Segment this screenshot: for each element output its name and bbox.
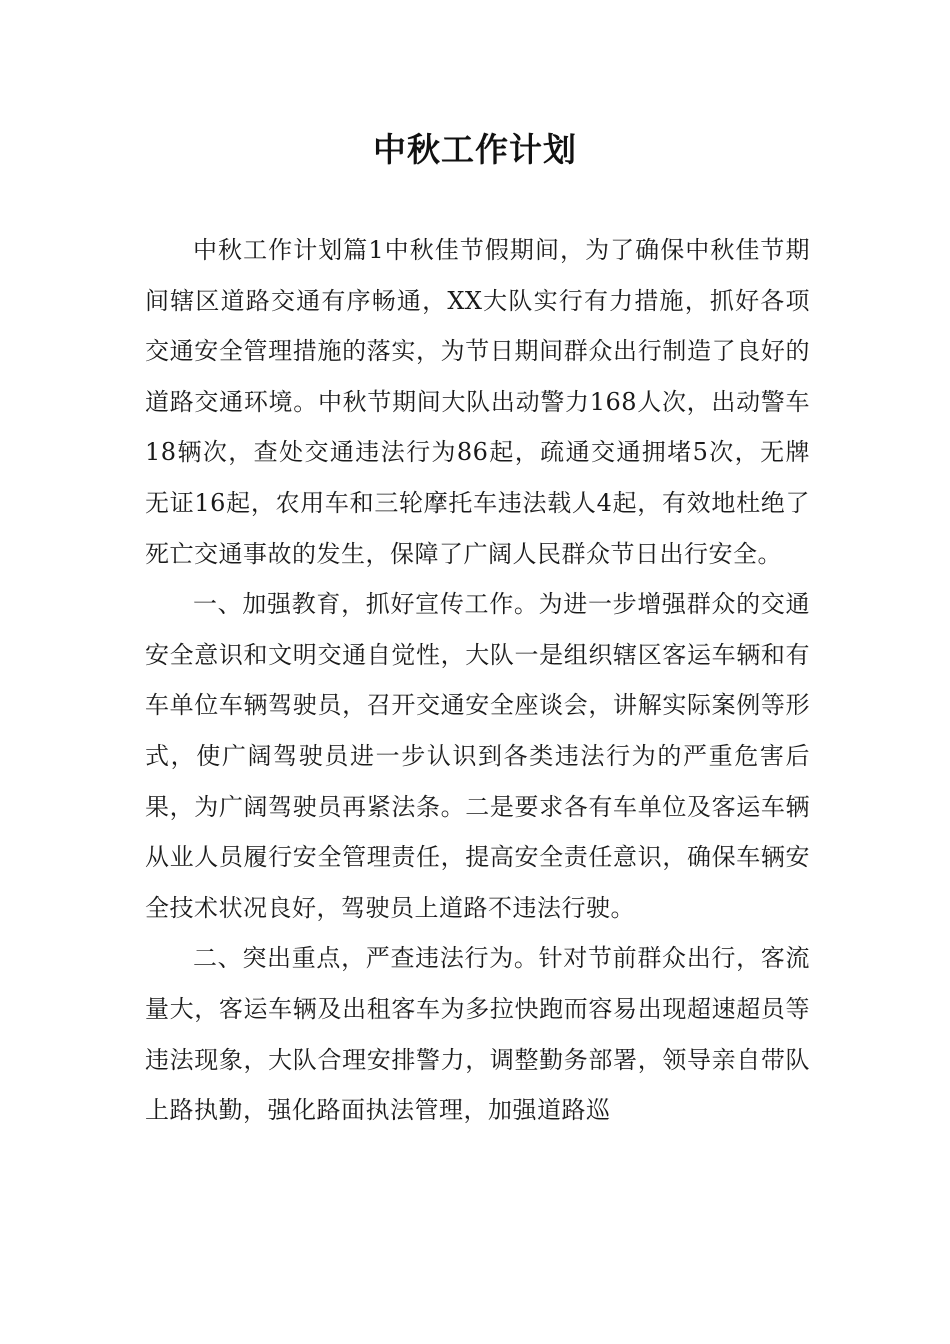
document-title: 中秋工作计划 bbox=[373, 130, 577, 169]
paragraph-intro: 中秋工作计划篇1中秋佳节假期间，为了确保中秋佳节期间辖区道路交通有序畅通，XX大队实行有力措施，抓好各项交通安全管理措施的落实，为节日期间群众出行制造了良好的道路交通环境。中秋节期间大队出动警力168人次，出动警车18辆次，查处交通违法行为86起，疏通交通拥堵5次，无牌无证16起，农用车和三轮摩托车违法载人4起，有效地杜绝了死亡交通事故的发生，保障了广阔人民群众节日出行安全。 bbox=[145, 236, 810, 568]
document-body bbox=[145, 225, 810, 1136]
paragraph-enforcement: 二、突出重点，严查违法行为。针对节前群众出行，客流量大，客运车辆及出租客车为多拉快跑而容易出现超速超员等违法现象，大队合理安排警力，调整勤务部署，领导亲自带队上路执勤，强化路面执法管理，加强道路巡 bbox=[145, 944, 810, 1125]
paragraph-education: 一、加强教育，抓好宣传工作。为进一步增强群众的交通安全意识和文明交通自觉性，大队一是组织辖区客运车辆和有车单位车辆驾驶员，召开交通安全座谈会，讲解实际案例等形式，使广阔驾驶员进一步认识到各类违法行为的严重危害后果，为广阔驾驶员再紧法条。二是要求各有车单位及客运车辆从业人员履行安全管理责任，提高安全责任意识，确保车辆安全技术状况良好，驾驶员上道路不违法行驶。 bbox=[145, 590, 810, 922]
